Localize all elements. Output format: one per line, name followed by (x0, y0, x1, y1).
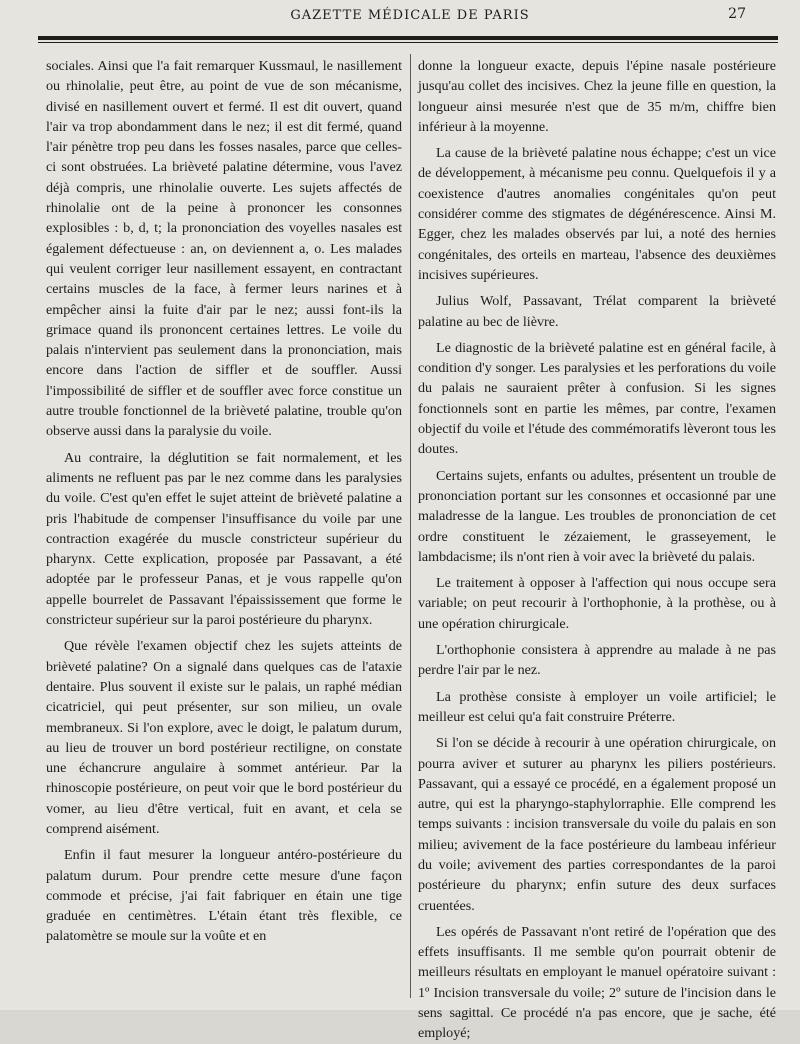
header-rule-thick (38, 36, 778, 40)
paragraph: Le traitement à opposer à l'affection qui nous occupe sera variable; on peut recourir à l'orthophonie, à la prothèse, ou à une opération chirurgicale. (418, 575, 776, 632)
paragraph: sociales. Ainsi que l'a fait remarquer Kussmaul, le nasillement ou rhinolalie, peut être, au point de vue de son mécanisme, divisé en nasillement ouvert et fermé. Il est dit ouvert, quand l'air va trop abondamment dans le nez; il est dit fermé, quand l'air pénètre trop peu dans les fosses nasales, parce que celles-ci sont obstruées. La brièveté palatine détermine, vous l'avez déjà compris, une rhinolalie ouverte. Les sujets affectés de rhinolalie ont de la peine à prononcer les consonnes explosibles : b, d, t; la prononciation des voyelles nasales est également défectueuse : an, on deviennent a, o. Les malades qui veulent corriger leur nasillement essayent, en contractant certains muscles de la face, à fermer leurs narines et à empêcher ainsi la fuite d'air par le nez; aussi font-ils la grimace quand ils prononcent certaines lettres. Le voile du palais n'intervient pas seulement dans la prononciation, mais encore dans l'action de siffler et de souffler. Aussi l'impossibilité de siffler et de souffler avec force constitue un autre trouble fonctionnel de la brièveté palatine, trouble qu'on observe aussi dans la paralysie du voile. (46, 58, 402, 440)
paragraph: Au contraire, la déglutition se fait normalement, et les aliments ne refluent pas par le nez comme dans les paralysies du voile. C'est qu'en effet le sujet atteint de brièveté palatine a pris l'habitude de compenser l'insuffisance du voile par une contraction exagérée du muscle constricteur supérieur du pharynx. Cette explication, proposée par Passavant, a été adoptée par le professeur Panas, et je vous rappelle qu'on appelle bourrelet de Passavant l'épaississement que forme le constricteur supérieur sur la paroi postérieure du pharynx. (46, 449, 402, 629)
page-number: 27 (728, 6, 746, 22)
paragraph: donne la longueur exacte, depuis l'épine nasale postérieure jusqu'au collet des incisives. Chez la jeune fille en question, la longueur ainsi mesurée n'est que de 35 m/m, chiffre bien inférieur à la moyenne. (418, 58, 776, 135)
paragraph: La prothèse consiste à employer un voile artificiel; le meilleur est celui qu'a fait construire Préterre. (418, 688, 776, 725)
journal-title: GAZETTE MÉDICALE DE PARIS (290, 8, 530, 23)
paragraph: Julius Wolf, Passavant, Trélat comparent la brièveté palatine au bec de lièvre. (418, 293, 776, 330)
right-column (418, 56, 776, 1042)
paragraph: Certains sujets, enfants ou adultes, présentent un trouble de prononciation portant sur les consonnes et occasionné par une maladresse de la langue. Les troubles de prononciation de cet ordre constituent le zézaiement, le grasseyement, le lambdacisme; ils n'ont rien à voir avec la brièveté du palais. (418, 467, 776, 565)
paragraph: Que révèle l'examen objectif chez les sujets atteints de brièveté palatine? On a signalé dans quelques cas de l'ataxie dentaire. Plus souvent il existe sur le palais, un raphé médian cicatriciel, qui peut présenter, sur son milieu, un ovale membraneux. Si l'on explore, avec le doigt, le palatum durum, au lieu de trouver un bord postérieur rectiligne, on constate une échancrure angulaire à sommet antérieur. Par la rhinoscopie postérieure, on peut voir que le bord postérieur du vomer, au lieu d'être vertical, fuit en avant, et cela se comprend aisément. (46, 638, 402, 837)
paragraph: Si l'on se décide à recourir à une opération chirurgicale, on pourra aviver et suturer au pharynx les piliers postérieurs. Passavant, qui a essayé ce procédé, en a également proposé un autre, qui est la pharyngo-staphylorraphie. Elle comprend les temps suivants : incision transversale du voile du palais en son milieu; avivement de la face postérieure du lambeau inférieur du voile; avivement des parties correspondantes de la paroi postérieure du pharynx; enfin suture des deux surfaces cruentées. (418, 735, 776, 914)
paragraph: Le diagnostic de la brièveté palatine est en général facile, à condition d'y songer. Les paralysies et les perforations du voile du palais ne sauraient prêter à confusion. Si les signes fonctionnels sont en partie les mêmes, par contre, l'examen objectif du voile et l'étude des commémoratifs lèveront tous les doutes. (418, 339, 776, 458)
paragraph: Enfin il faut mesurer la longueur antéro-postérieure du palatum durum. Pour prendre cette mesure d'une façon commode et précise, j'ai fait fabriquer en étain une tige graduée en centimètres. L'étain étant très flexible, ce palatomètre se moule sur la voûte et en (46, 847, 402, 945)
paragraph: L'orthophonie consistera à apprendre au malade à ne pas perdre l'air par le nez. (418, 642, 776, 679)
paragraph: La cause de la brièveté palatine nous échappe; c'est un vice de développement, à mécanisme peu connu. Quelquefois il y a coexistence d'autres anomalies congénitales qu'on peut considérer comme des stigmates de dégénérescence. Ainsi M. Egger, chez les malades observés par lui, a noté des hernies congénitales, des orteils en marteau, l'absence des deuxièmes incisives supérieures. (418, 145, 776, 283)
page-header (40, 4, 780, 30)
column-divider (410, 54, 411, 998)
left-column (46, 56, 402, 996)
header-rule-thin (38, 42, 778, 43)
paragraph: Les opérés de Passavant n'ont retiré de l'opération que des effets insuffisants. Il me semble qu'on pourrait obtenir de meilleurs résultats en employant le manuel opératoire suivant : 1º Incision transversale du voile; 2º suture de l'incision dans le sens sagittal. Ce procédé n'a pas encore, que je sache, été employé; (418, 923, 776, 1042)
